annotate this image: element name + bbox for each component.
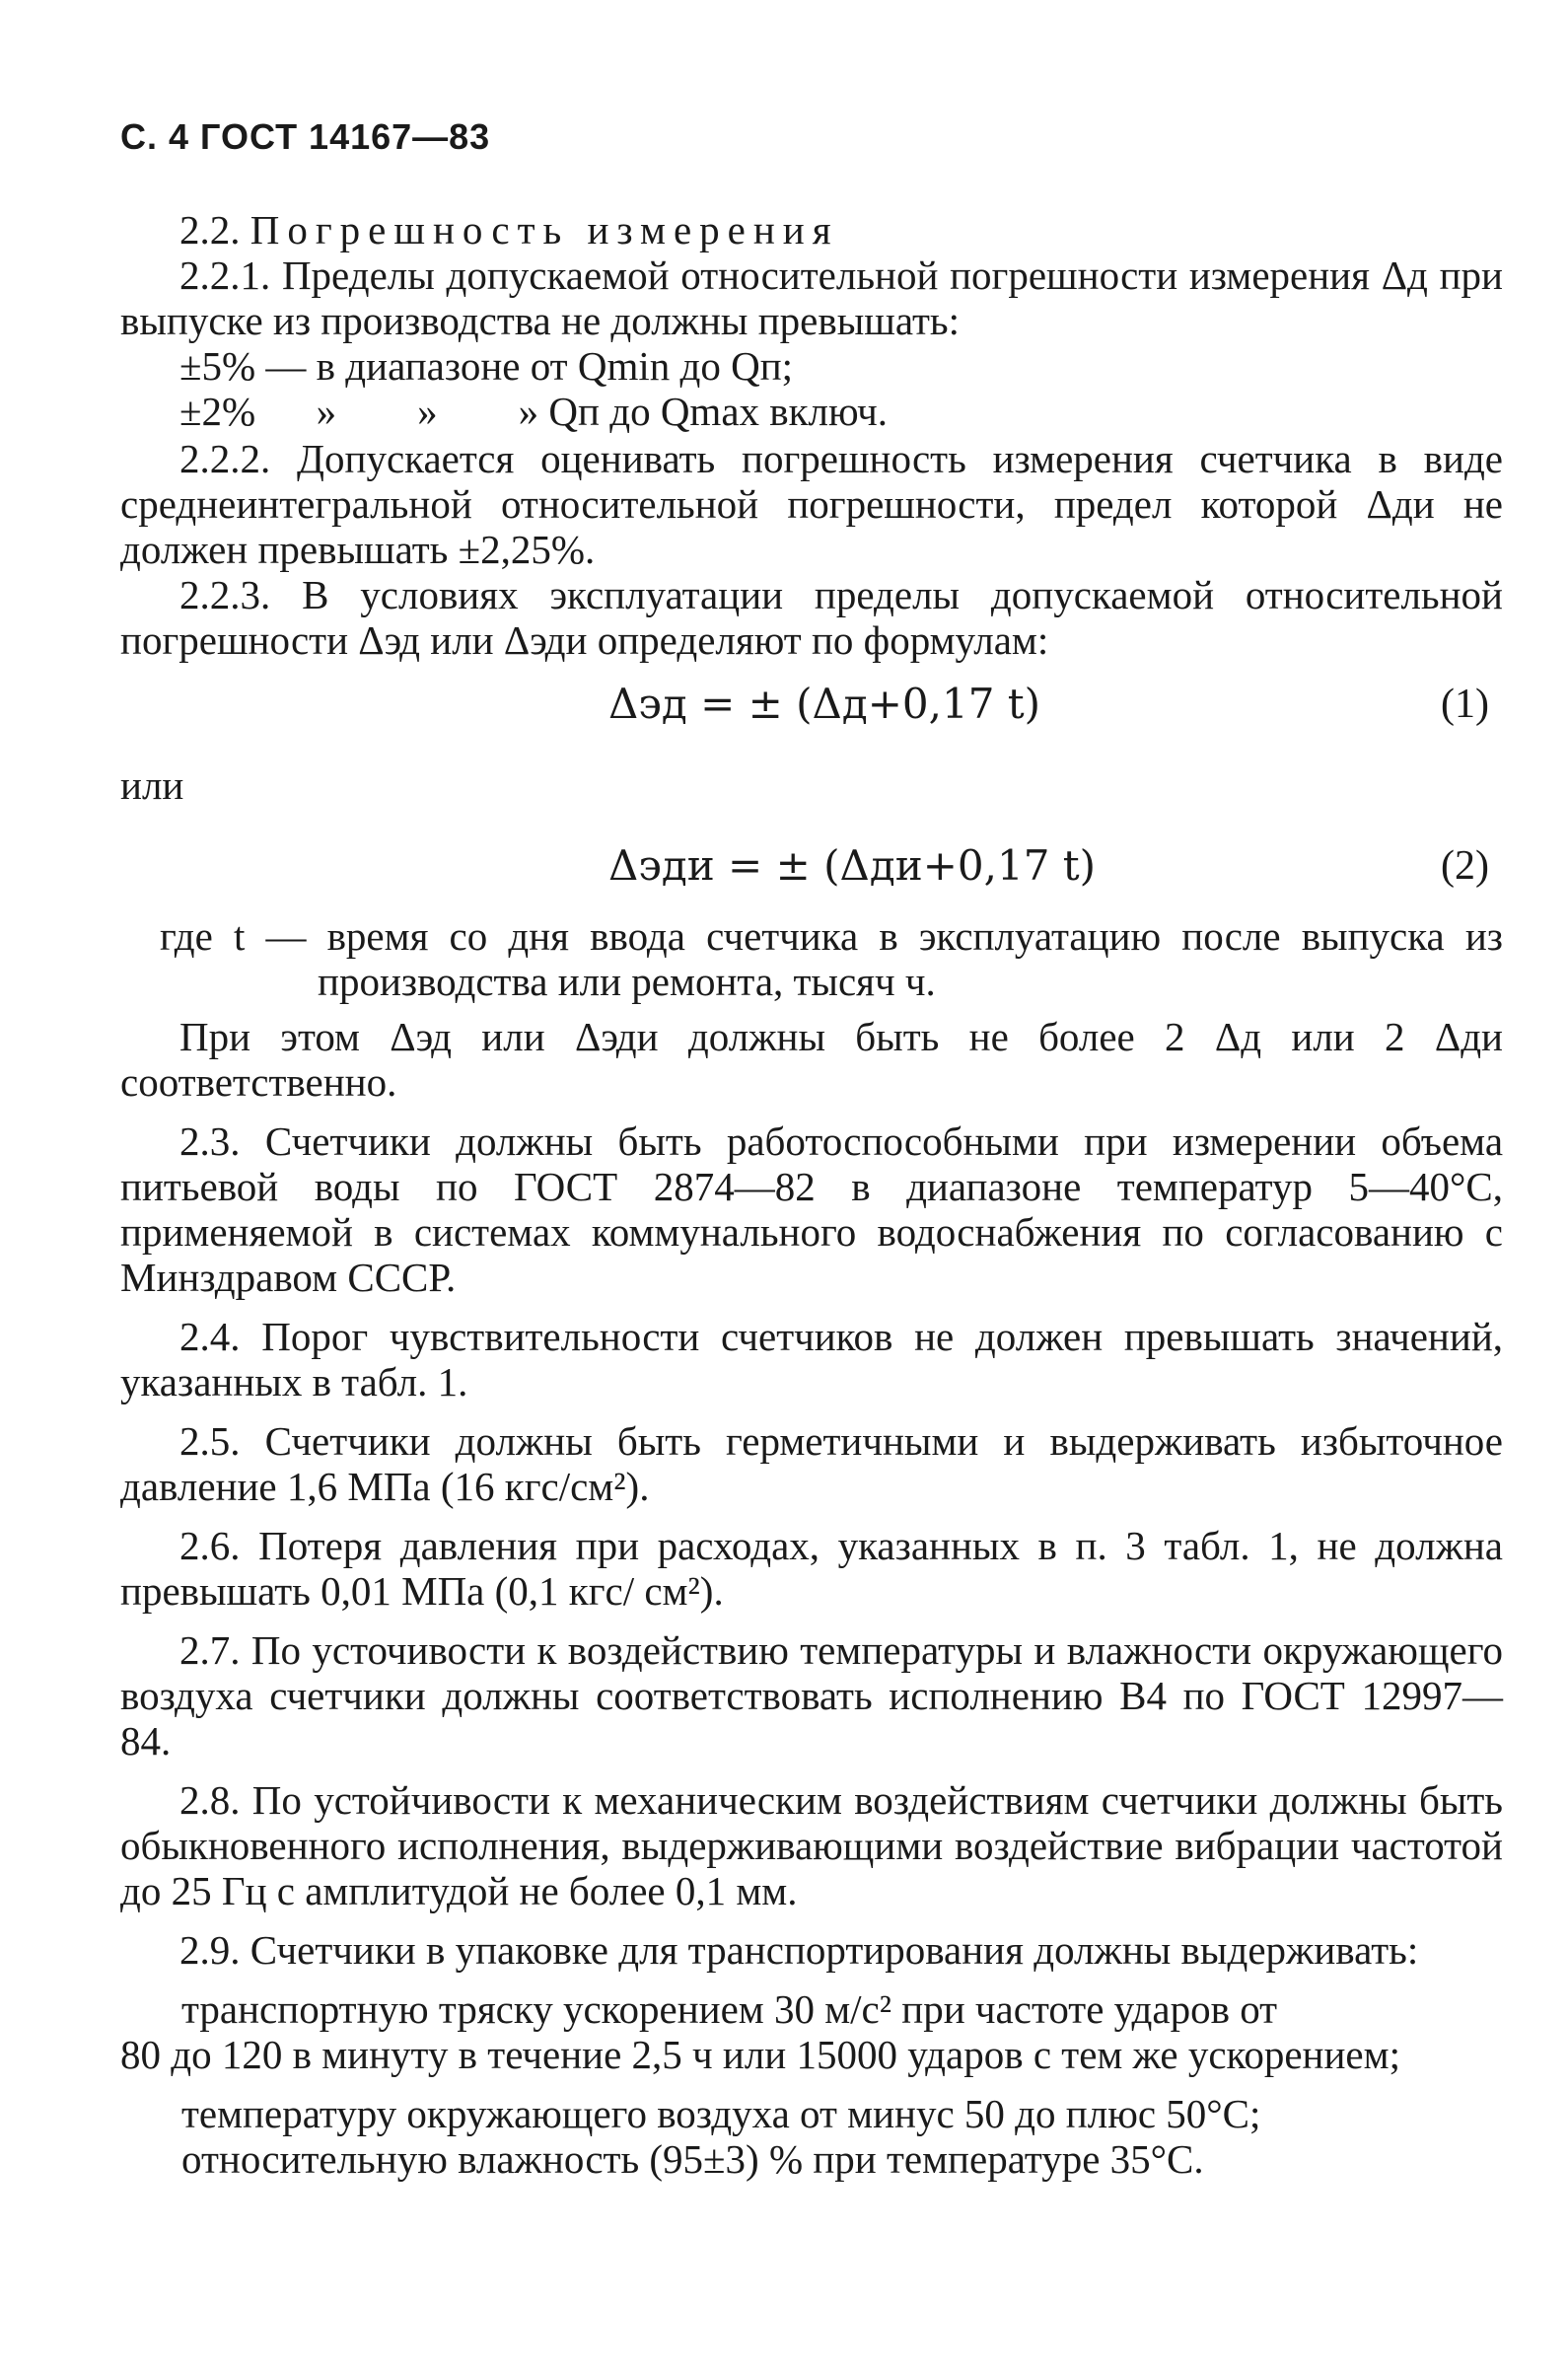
- section-title: Погрешность измерения: [249, 207, 839, 252]
- formula-1-number: (1): [1441, 682, 1489, 727]
- where-clause: где t — время со дня ввода счетчика в эксплуатацию после выпуска из производства или ремонта, тысяч ч.: [160, 913, 1503, 1004]
- paragraph-text: Счетчики в упаковке для транспортирования должны выдерживать:: [249, 1927, 1419, 1973]
- formula-2-number: (2): [1441, 843, 1489, 889]
- formula-1-expression: Δэд = ± (Δд+0,17 t): [608, 680, 1041, 728]
- paragraph-text: Пределы допускаемой относительной погрешности измерения Δд при выпуске из производства не должны превышать:: [120, 252, 1503, 343]
- paragraph-2-2-3: [120, 572, 1503, 663]
- paragraph-number: 2.5.: [179, 1418, 241, 1464]
- paragraph-2-2-2: [120, 436, 1503, 572]
- paragraph-2-8: [120, 1777, 1503, 1913]
- paragraph-2-9: [120, 1927, 1503, 1973]
- paragraph-text: Допускается оценивать погрешность измерения счетчика в виде среднеинтегральной относительной погрешности, предел которой Δди не должен превышать ±2,25%.: [120, 436, 1503, 572]
- paragraph-number: 2.9.: [179, 1927, 241, 1973]
- paragraph-2-4: [120, 1314, 1503, 1404]
- paragraph-number: 2.4.: [179, 1314, 241, 1359]
- section-number: 2.2.: [179, 207, 241, 252]
- paragraph-text: Потеря давления при расходах, указанных в п. 3 табл. 1, не должна превышать 0,01 МПа (0,1 кгс/ см²).: [120, 1523, 1504, 1614]
- paragraph-text: В условиях эксплуатации пределы допускаемой относительной погрешности Δэд или Δэди определяют по формулам:: [120, 572, 1503, 663]
- paragraph-number: 2.2.1.: [179, 252, 271, 298]
- paragraph-2-3: [120, 1118, 1503, 1300]
- paragraph-number: 2.8.: [179, 1777, 241, 1823]
- document-body: [120, 207, 1503, 2182]
- paragraph-text: Счетчики должны быть работоспособными при измерении объема питьевой воды по ГОСТ 2874—82 в диапазоне температур 5—40°С, применяемой в системах коммунального водоснабжения по согласованию с Минздравом СССР.: [120, 1118, 1504, 1300]
- paragraph-2-5: [120, 1418, 1503, 1509]
- formula-2: [120, 825, 1503, 907]
- paragraph-text: Порог чувствительности счетчиков не должен превышать значений, указанных в табл. 1.: [120, 1314, 1504, 1404]
- transport-shake-rest: 80 до 120 в минуту в течение 2,5 ч или 15000 ударов с тем же ускорением;: [120, 2032, 1400, 2077]
- formula-1: [120, 663, 1503, 746]
- paragraph-2-6: [120, 1523, 1503, 1614]
- section-heading: [120, 207, 1503, 252]
- formula-2-expression: Δэди = ± (Δди+0,17 t): [608, 841, 1097, 890]
- paragraph-2-2-1: [120, 252, 1503, 343]
- note-paragraph: При этом Δэд или Δэди должны быть не более 2 Δд или 2 Δди соответственно.: [120, 1014, 1503, 1105]
- range-line-1: ±5% — в диапазоне от Qmin до Qп;: [179, 343, 794, 389]
- page-header: С. 4 ГОСТ 14167—83: [120, 116, 491, 157]
- or-word: или: [120, 762, 184, 808]
- paragraph-number: 2.2.2.: [179, 436, 271, 481]
- paragraph-text: По усточивости к воздействию температуры и влажности окружающего воздуха счетчики должны соответствовать исполнению В4 по ГОСТ 12997—84.: [120, 1627, 1504, 1764]
- paragraph-number: 2.2.3.: [179, 572, 271, 617]
- paragraph-number: 2.7.: [179, 1627, 241, 1673]
- paragraph-number: 2.6.: [179, 1523, 241, 1568]
- paragraph-number: 2.3.: [179, 1118, 241, 1164]
- paragraph-text: По устойчивости к механическим воздействиям счетчики должны быть обыкновенного исполнения, выдерживающими воздействие вибрации частотой до 25 Гц с амплитудой не более 0,1 мм.: [120, 1777, 1504, 1913]
- paragraph-2-7: [120, 1627, 1503, 1764]
- paragraph-text: Счетчики должны быть герметичными и выдерживать избыточное давление 1,6 МПа (16 кгс/см²).: [120, 1418, 1503, 1509]
- transport-shake-first: транспортную тряску ускорением 30 м/с² при частоте ударов от: [181, 1986, 1278, 2032]
- range-line-2: ±2% » » » Qп до Qmax включ.: [179, 389, 888, 434]
- transport-temperature: температуру окружающего воздуха от минус 50 до плюс 50°С;: [181, 2091, 1261, 2136]
- transport-humidity: относительную влажность (95±3) % при температуре 35°С.: [181, 2136, 1204, 2182]
